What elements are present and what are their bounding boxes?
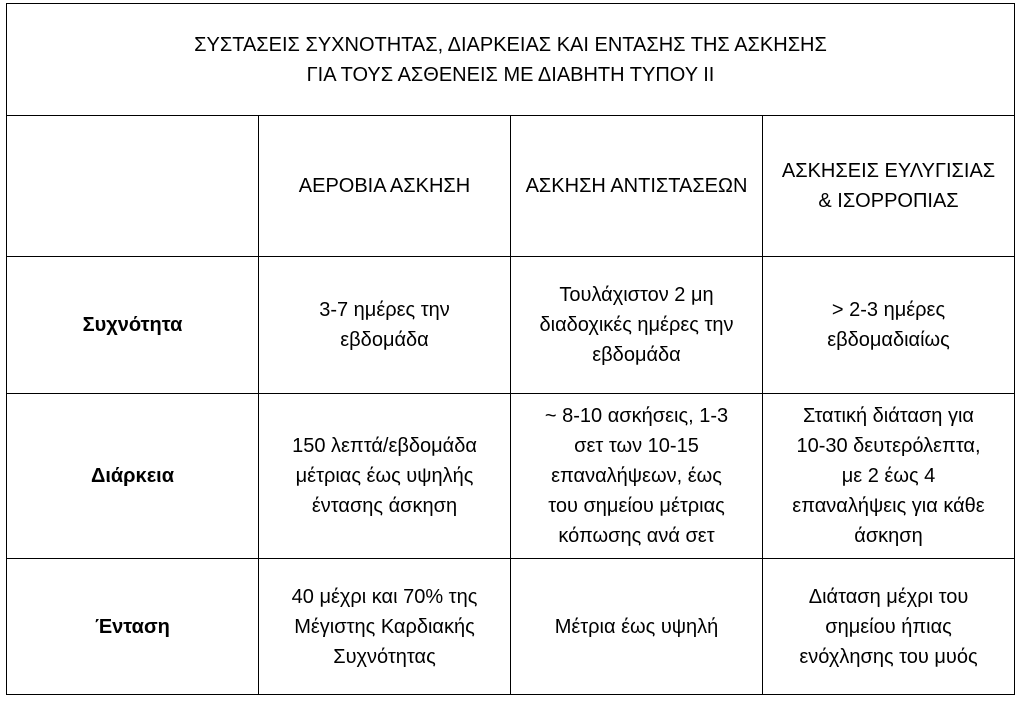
table-title-row bbox=[7, 4, 1015, 116]
table-row-frequency bbox=[7, 257, 1015, 394]
row-label-frequency: Συχνότητα bbox=[7, 257, 259, 394]
cell-duration-aerobic: 150 λεπτά/εβδομάδα μέτριας έως υψηλής έντασης άσκηση bbox=[259, 394, 511, 559]
row-label-duration: Διάρκεια bbox=[7, 394, 259, 559]
table-row-duration bbox=[7, 394, 1015, 559]
cell-frequency-resistance: Τουλάχιστον 2 μη διαδοχικές ημέρες την εβδομάδα bbox=[511, 257, 763, 394]
title-line-1: ΣΥΣΤΑΣΕΙΣ ΣΥΧΝΟΤΗΤΑΣ, ΔΙΑΡΚΕΙΑΣ ΚΑΙ ΕΝΤΑΣΗΣ ΤΗΣ ΑΣΚΗΣΗΣ bbox=[194, 33, 827, 56]
row-label-intensity: Ένταση bbox=[7, 559, 259, 695]
column-header-aerobic: ΑΕΡΟΒΙΑ ΑΣΚΗΣΗ bbox=[259, 116, 511, 257]
column-header-flexibility-balance: ΑΣΚΗΣΕΙΣ ΕΥΛΥΓΙΣΙΑΣ & ΙΣΟΡΡΟΠΙΑΣ bbox=[763, 116, 1015, 257]
column-header-resistance: ΑΣΚΗΣΗ ΑΝΤΙΣΤΑΣΕΩΝ bbox=[511, 116, 763, 257]
exercise-recommendations-table bbox=[6, 3, 1015, 695]
cell-intensity-aerobic: 40 μέχρι και 70% της Μέγιστης Καρδιακής Συχνότητας bbox=[259, 559, 511, 695]
cell-intensity-resistance: Μέτρια έως υψηλή bbox=[511, 559, 763, 695]
table-title bbox=[7, 4, 1015, 116]
empty-corner-cell bbox=[7, 116, 259, 257]
cell-frequency-aerobic: 3-7 ημέρες την εβδομάδα bbox=[259, 257, 511, 394]
column-header-row bbox=[7, 116, 1015, 257]
cell-frequency-flexibility: > 2-3 ημέρες εβδομαδιαίως bbox=[763, 257, 1015, 394]
cell-duration-flexibility: Στατική διάταση για 10-30 δευτερόλεπτα, με 2 έως 4 επαναλήψεις για κάθε άσκηση bbox=[763, 394, 1015, 559]
cell-intensity-flexibility: Διάταση μέχρι του σημείου ήπιας ενόχλησης του μυός bbox=[763, 559, 1015, 695]
cell-duration-resistance: ~ 8-10 ασκήσεις, 1-3 σετ των 10-15 επαναλήψεων, έως του σημείου μέτριας κόπωσης ανά σετ bbox=[511, 394, 763, 559]
title-line-2: ΓΙΑ ΤΟΥΣ ΑΣΘΕΝΕΙΣ ΜΕ ΔΙΑΒΗΤΗ ΤΥΠΟΥ ΙΙ bbox=[306, 63, 715, 86]
table-row-intensity bbox=[7, 559, 1015, 695]
